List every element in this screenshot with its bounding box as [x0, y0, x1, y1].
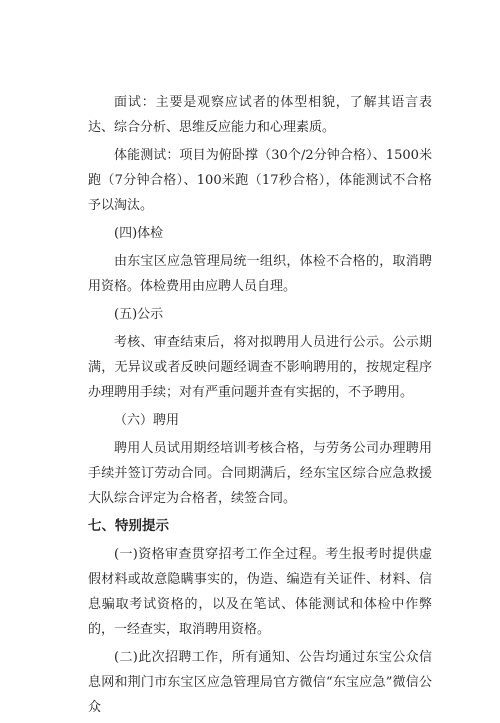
- paragraph-employment: 聘用人员试用期经培训考核合格，与劳务公司办理聘用手续并签订劳动合同。合同期满后，经东宝区综合应急救援大队综合评定为合格者，续签合同。: [88, 441, 432, 506]
- paragraph-qualification-review: (一)资格审查贯穿招考工作全过程。考生报考时提供虚假材料或故意隐瞒事实的，伪造、编造有关证件、材料、信息骗取考试资格的，以及在笔试、体能测试和体检中作弊的，一经查实，取消聘用资格。: [88, 547, 432, 637]
- paragraph-interview: 面试：主要是观察应试者的体型相貌，了解其语言表达、综合分析、思维反应能力和心理素质。: [88, 95, 432, 135]
- paragraph-fitness-test: 体能测试：项目为俯卧撑（30个/2分钟合格）、1500米跑（7分钟合格）、100米跑（17秒合格），体能测试不合格予以淘汰。: [88, 148, 432, 213]
- paragraph-notices: (二)此次招聘工作，所有通知、公告均通过东宝公众信息网和荆门市东宝区应急管理局官方微信“东宝应急”微信公众: [88, 650, 432, 715]
- subheading-publicity: (五)公示: [114, 307, 164, 322]
- section-heading-special-notice: 七、特别提示: [88, 518, 169, 534]
- subheading-medical-exam: (四)体检: [114, 226, 164, 241]
- paragraph-medical-exam: 由东宝区应急管理局统一组织，体检不合格的，取消聘用资格。体检费用由应聘人员自理。: [88, 254, 432, 294]
- document-body: [88, 90, 432, 723]
- subheading-employment: （六）聘用: [114, 413, 180, 428]
- paragraph-publicity: 考核、审查结束后，将对拟聘用人员进行公示。公示期满，无异议或者反映问题经调查不影响聘用的，按规定程序办理聘用手续；对有严重问题并查有实据的，不予聘用。: [88, 335, 432, 400]
